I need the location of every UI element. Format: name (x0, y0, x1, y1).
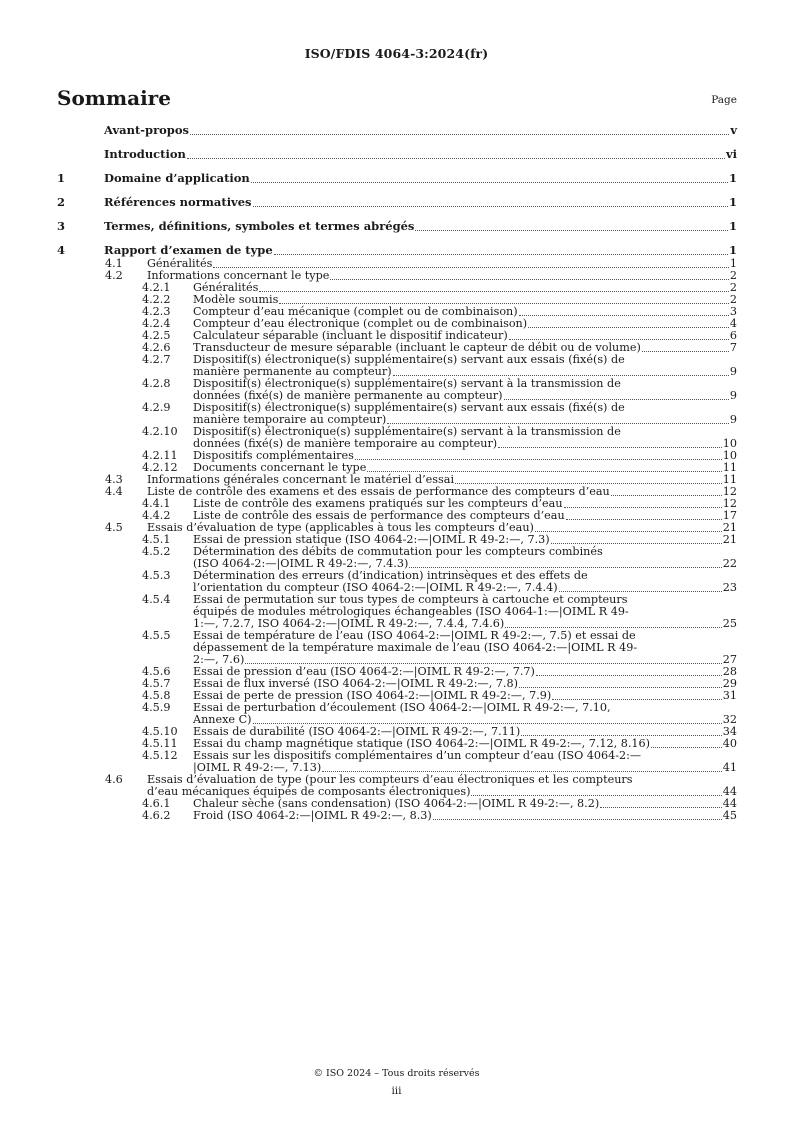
toc-entry[interactable] (57, 196, 737, 209)
toc-entry-number: 4.5.7 (142, 677, 171, 690)
document-header: ISO/FDIS 4064-3:2024(fr) (304, 46, 489, 61)
dot-leader (528, 327, 729, 328)
toc-entry-number: 4.2.2 (142, 293, 171, 306)
toc-entry-title: Calculateur séparable (incluant le dispositif indicateur) (193, 329, 508, 342)
toc-entry-title: Dispositif(s) électronique(s) supplémentaire(s) servant à la transmission de (193, 377, 621, 390)
toc-entry-title: Informations générales concernant le matériel d’essai (147, 473, 455, 486)
toc-entry-title: Dispositif(s) électronique(s) supplémentaire(s) servant aux essais (fixé(s) de (193, 401, 625, 414)
toc-page-number: 4 (729, 317, 737, 330)
toc-page-number: 9 (729, 413, 737, 426)
toc-title: Sommaire (57, 86, 171, 110)
dot-leader (519, 315, 729, 316)
toc-entry-number: 4.5.8 (142, 689, 171, 702)
dot-leader (279, 303, 729, 304)
toc-entry-title: dépassement de la température maximale de l’eau (ISO 4064-2:—|OIML R 49- (193, 641, 638, 654)
toc-entry-title: Termes, définitions, symboles et termes abrégés (104, 219, 415, 233)
toc-entry-number: 3 (57, 219, 66, 233)
toc-entry-number: 4.1 (105, 257, 123, 270)
dot-leader (498, 447, 722, 448)
page-column-label: Page (711, 94, 737, 106)
toc-entry-title: Essai de permutation sur tous types de compteurs à cartouche et compteurs (193, 593, 628, 606)
toc-page-number: 17 (722, 509, 737, 522)
dot-leader (274, 254, 728, 255)
toc-entry-continuation (57, 642, 737, 654)
toc-entry-number: 4.5.2 (142, 545, 171, 558)
dot-leader (566, 519, 722, 520)
toc-entry-number: 4.6.1 (142, 797, 171, 810)
toc-entry-continuation (57, 354, 737, 366)
dot-leader (536, 675, 722, 676)
toc-entry-title: d’eau mécaniques équipés de composants électroniques) (147, 785, 471, 798)
toc-entry-title: Essai de pression statique (ISO 4064-2:—|OIML R 49-2:—, 7.3) (193, 533, 550, 546)
toc-entry-title: Compteur d’eau mécanique (complet ou de combinaison) (193, 305, 518, 318)
toc-page-number: 25 (722, 617, 737, 630)
toc-entry-title: 1:—, 7.2.7, ISO 4064-2:—|OIML R 49-2:—, 7.4.4, 7.4.6) (193, 617, 505, 630)
toc-entry-continuation (57, 402, 737, 414)
page-footer (0, 1068, 793, 1097)
toc-page-number: 44 (722, 797, 737, 810)
toc-page-number: 44 (722, 785, 737, 798)
toc-entry-title: Informations concernant le type (147, 269, 330, 282)
dot-leader (564, 507, 722, 508)
dot-leader (551, 543, 722, 544)
toc-page-number: 2 (729, 281, 737, 294)
toc-entry-number: 4 (57, 243, 66, 257)
dot-leader (355, 459, 722, 460)
toc-entry[interactable] (57, 172, 737, 185)
toc-page-number: 1 (728, 219, 737, 233)
toc-entry[interactable] (57, 244, 737, 257)
toc-page-number: 29 (722, 677, 737, 690)
toc-entry-number: 4.4.1 (142, 497, 171, 510)
toc-entry-number: 4.5.11 (142, 737, 178, 750)
toc-page-number: 22 (722, 557, 737, 570)
toc-entry-title: Dispositif(s) électronique(s) supplémentaire(s) servant aux essais (fixé(s) de (193, 353, 625, 366)
dot-leader (387, 423, 729, 424)
toc-entry-title: (ISO 4064-2:—|OIML R 49-2:—, 7.4.3) (193, 557, 409, 570)
toc-entry-number: 4.2.10 (142, 425, 178, 438)
toc-entry-title: Modèle soumis (193, 293, 279, 306)
dot-leader (509, 339, 729, 340)
dot-leader (611, 495, 722, 496)
toc-entry-title: Généralités (193, 281, 259, 294)
toc-entry[interactable] (57, 220, 737, 233)
toc-entry-title: Essai du champ magnétique statique (ISO 4064-2:—|OIML R 49-2:—, 7.12, 8.16) (193, 737, 651, 750)
toc-page-number: 10 (722, 449, 737, 462)
toc-entry-number: 4.2.7 (142, 353, 171, 366)
toc-entry-title: Essai de perturbation d’écoulement (ISO 4064-2:—|OIML R 49-2:—, 7.10, (193, 701, 611, 714)
toc-entry-title: Avant-propos (104, 123, 189, 137)
toc-page-number: 1 (729, 257, 737, 270)
toc-entry-title: Essai de flux inversé (ISO 4064-2:—|OIML R 49-2:—, 7.8) (193, 677, 518, 690)
toc-page-number: 10 (722, 437, 737, 450)
dot-leader (330, 279, 729, 280)
dot-leader (415, 230, 728, 231)
toc-page-number: vi (725, 147, 737, 161)
toc-entry-title: Essais d’évaluation de type (pour les compteurs d’eau électroniques et les compteurs (147, 773, 633, 786)
dot-leader (187, 158, 725, 159)
toc-entry-title: Liste de contrôle des examens pratiqués sur les compteurs d’eau (193, 497, 563, 510)
toc-page-number: 12 (722, 485, 737, 498)
toc-entry-title: Dispositif(s) électronique(s) supplémentaire(s) servant à la transmission de (193, 425, 621, 438)
toc-entry[interactable] (57, 124, 737, 137)
toc-page-number: 2 (729, 293, 737, 306)
dot-leader (190, 134, 729, 135)
toc-page-number: 40 (722, 737, 737, 750)
toc-entry-title: Essai de température de l’eau (ISO 4064-2:—|OIML R 49-2:—, 7.5) et essai de (193, 629, 636, 642)
dot-leader (433, 819, 722, 820)
toc-page-number: 2 (729, 269, 737, 282)
toc-entry-continuation (57, 750, 737, 762)
toc-entry-title: l’orientation du compteur (ISO 4064-2:—|OIML R 49-2:—, 7.4.4) (193, 581, 558, 594)
toc-page-number: 32 (722, 713, 737, 726)
toc-entry-title: Froid (ISO 4064-2:—|OIML R 49-2:—, 8.3) (193, 809, 432, 822)
toc-entry[interactable] (57, 810, 737, 822)
title-row (57, 86, 737, 114)
toc-entry-title: 2:—, 7.6) (193, 653, 245, 666)
toc-page-number: 7 (729, 341, 737, 354)
toc-entry-title: Introduction (104, 147, 186, 161)
toc-page-number: 1 (728, 195, 737, 209)
dot-leader (559, 591, 722, 592)
toc-page-number: 34 (722, 725, 737, 738)
dot-leader (535, 531, 722, 532)
toc-entry-number: 4.4.2 (142, 509, 171, 522)
dot-leader (245, 663, 721, 664)
toc-entry-number: 4.5.6 (142, 665, 171, 678)
toc-page-number: 45 (722, 809, 737, 822)
dot-leader (213, 267, 728, 268)
toc-entry-title: Annexe C) (193, 713, 252, 726)
toc-entry-title: Domaine d’application (104, 171, 250, 185)
toc-entry-number: 4.5.1 (142, 533, 171, 546)
toc-entry-number: 4.2.6 (142, 341, 171, 354)
toc-page-number: 9 (729, 365, 737, 378)
dot-leader (253, 723, 722, 724)
toc-page-number: 1 (728, 171, 737, 185)
toc-entry-number: 4.6 (105, 773, 123, 786)
dot-leader (600, 807, 722, 808)
toc-entry-title: Essais sur les dispositifs complémentaires d’un compteur d’eau (ISO 4064-2:— (193, 749, 642, 762)
dot-leader (367, 471, 721, 472)
toc-entry-number: 4.5.4 (142, 593, 171, 606)
toc-entry-title: Liste de contrôle des examens et des essais de performance des compteurs d’eau (147, 485, 610, 498)
toc-entry-title: Essais de durabilité (ISO 4064-2:—|OIML R 49-2:—, 7.11) (193, 725, 521, 738)
toc-entry-title: Généralités (147, 257, 213, 270)
toc-page-number: 3 (729, 305, 737, 318)
toc-entry-title: données (fixé(s) de manière temporaire au compteur) (193, 437, 498, 450)
toc-entry-title: données (fixé(s) de manière permanente au compteur) (193, 389, 503, 402)
toc-entry-title: manière temporaire au compteur) (193, 413, 387, 426)
toc-entry-title: équipés de modules métrologiques échangeables (ISO 4064-1:—|OIML R 49- (193, 605, 629, 618)
toc-page-number: 9 (729, 389, 737, 402)
dot-leader (642, 351, 729, 352)
toc-page-number: 28 (722, 665, 737, 678)
toc-page-number: 21 (722, 521, 737, 534)
toc-page-number: 27 (722, 653, 737, 666)
dot-leader (552, 699, 721, 700)
dot-leader (519, 687, 722, 688)
toc-entry[interactable] (57, 148, 737, 161)
toc-page-number: 31 (722, 689, 737, 702)
toc-entry-title: Transducteur de mesure séparable (incluant le capteur de débit ou de volume) (193, 341, 641, 354)
toc-page-number: 23 (722, 581, 737, 594)
toc-entry-title: Détermination des débits de commutation pour les compteurs combinés (193, 545, 603, 558)
toc-entry-number: 4.5 (105, 521, 123, 534)
toc-entry-title: Compteur d’eau électronique (complet ou de combinaison) (193, 317, 528, 330)
dot-leader (251, 182, 728, 183)
toc-entry-number: 4.5.12 (142, 749, 178, 762)
toc-entry-number: 4.2.8 (142, 377, 171, 390)
dot-leader (505, 627, 721, 628)
toc-page-number: 11 (722, 461, 737, 474)
toc-entry-title: |OIML R 49-2:—, 7.13) (193, 761, 322, 774)
toc-entry-number: 2 (57, 195, 66, 209)
toc-entry-number: 4.4 (105, 485, 123, 498)
toc-entry-title: Essais d’évaluation de type (applicables à tous les compteurs d’eau) (147, 521, 534, 534)
toc-entry-title: Rapport d’examen de type (104, 243, 273, 257)
dot-leader (322, 771, 721, 772)
toc-page-number: 11 (722, 473, 737, 486)
toc-entry-number: 4.2.12 (142, 461, 178, 474)
toc-page-number: 21 (722, 533, 737, 546)
toc-page-number: 12 (722, 497, 737, 510)
toc-entry-number: 4.2.1 (142, 281, 171, 294)
toc-entry-title: Détermination des erreurs (d’indication) intrinsèques et des effets de (193, 569, 588, 582)
toc-entry-number: 4.5.3 (142, 569, 171, 582)
toc-page-number: 6 (729, 329, 737, 342)
toc-entry-number: 4.2.3 (142, 305, 171, 318)
toc-entry-title: Documents concernant le type (193, 461, 367, 474)
dot-leader (521, 735, 722, 736)
toc-entry-continuation (57, 702, 737, 714)
toc-entry-number: 4.5.10 (142, 725, 178, 738)
toc-entry-title: Liste de contrôle des essais de performance des compteurs d’eau (193, 509, 565, 522)
toc-entry-number: 4.6.2 (142, 809, 171, 822)
toc-entry-number: 4.2.5 (142, 329, 171, 342)
page-number: iii (391, 1085, 402, 1097)
dot-leader (253, 206, 728, 207)
toc-entry-number: 4.2.4 (142, 317, 171, 330)
toc-entry-title: Références normatives (104, 195, 252, 209)
toc-page-number: 1 (728, 243, 737, 257)
toc-entry-title: Dispositifs complémentaires (193, 449, 354, 462)
toc-page-number: v (730, 123, 737, 137)
toc-entry-title: Essai de pression d’eau (ISO 4064-2:—|OIML R 49-2:—, 7.7) (193, 665, 535, 678)
dot-leader (409, 567, 721, 568)
toc-page-number: 41 (722, 761, 737, 774)
dot-leader (504, 399, 729, 400)
copyright-notice: © ISO 2024 – Tous droits réservés (313, 1068, 480, 1079)
dot-leader (259, 291, 728, 292)
toc-entry-number: 4.3 (105, 473, 123, 486)
toc-entry-number: 4.5.5 (142, 629, 171, 642)
toc-entry-number: 1 (57, 171, 66, 185)
dot-leader (471, 795, 721, 796)
toc-entry-number: 4.5.9 (142, 701, 171, 714)
dot-leader (651, 747, 722, 748)
dot-leader (455, 483, 722, 484)
toc-entry-title: Chaleur sèche (sans condensation) (ISO 4064-2:—|OIML R 49-2:—, 8.2) (193, 797, 600, 810)
dot-leader (393, 375, 729, 376)
toc-entry-number: 4.2 (105, 269, 123, 282)
toc-entry-title: Essai de perte de pression (ISO 4064-2:—|OIML R 49-2:—, 7.9) (193, 689, 552, 702)
toc-entry-title: manière permanente au compteur) (193, 365, 392, 378)
toc-entry-number: 4.2.9 (142, 401, 171, 414)
toc-entry-number: 4.2.11 (142, 449, 178, 462)
table-of-contents (57, 124, 737, 822)
